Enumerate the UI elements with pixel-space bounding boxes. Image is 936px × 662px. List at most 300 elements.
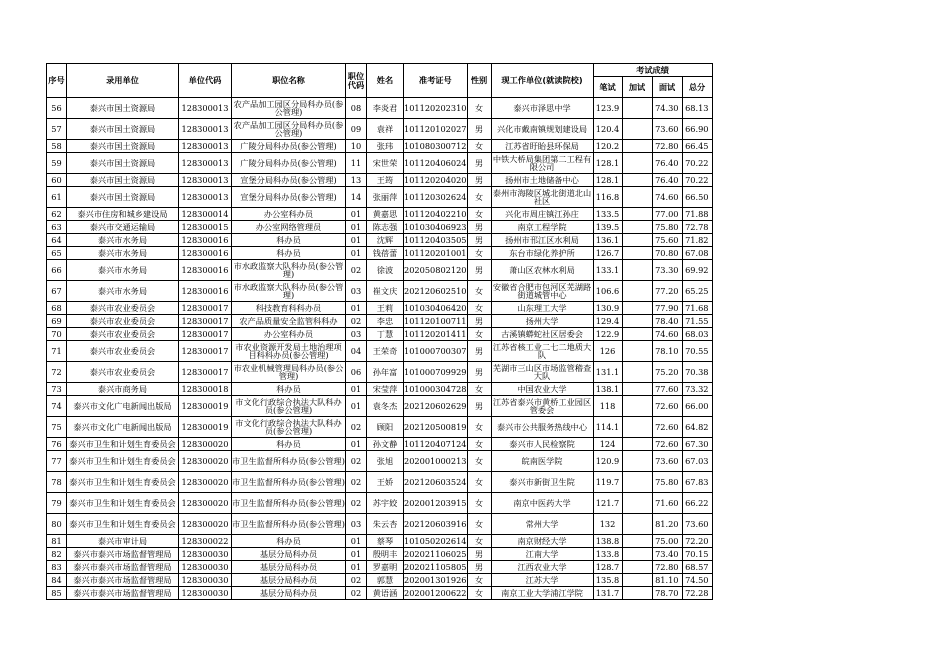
cell-total: 71.88 bbox=[682, 208, 712, 221]
cell-bonus bbox=[622, 247, 652, 260]
cell-name: 苏宇姣 bbox=[367, 493, 404, 514]
cell-interview: 72.60 bbox=[652, 417, 682, 438]
cell-name: 张旭 bbox=[367, 451, 404, 472]
cell-seq: 76 bbox=[47, 438, 67, 451]
cell-position: 广陵分局科办员(参公管理) bbox=[232, 140, 346, 153]
cell-interview: 78.70 bbox=[652, 587, 682, 600]
cell-unit-code: 128300013 bbox=[179, 174, 232, 187]
cell-workplace: 扬州大学 bbox=[491, 315, 593, 328]
cell-name: 孙文静 bbox=[367, 438, 404, 451]
cell-interview: 72.60 bbox=[652, 396, 682, 417]
cell-unit-code: 128300016 bbox=[179, 281, 232, 302]
cell-workplace: 江苏省盱眙县环保局 bbox=[491, 140, 593, 153]
cell-bonus bbox=[622, 208, 652, 221]
cell-seq: 79 bbox=[47, 493, 67, 514]
cell-unit: 泰兴市泰兴市场监督管理局 bbox=[67, 561, 179, 574]
cell-interview: 81.10 bbox=[652, 574, 682, 587]
cell-unit-code: 128300022 bbox=[179, 535, 232, 548]
cell-ticket: 202021105805 bbox=[404, 561, 467, 572]
cell-written: 123.9 bbox=[593, 98, 622, 119]
cell-unit-code: 128300020 bbox=[179, 472, 232, 493]
cell-name: 宋莹萍 bbox=[367, 383, 404, 396]
cell-total: 71.55 bbox=[682, 315, 712, 328]
cell-seq: 78 bbox=[47, 472, 67, 493]
cell-unit: 泰兴市泰兴市场监督管理局 bbox=[67, 548, 179, 561]
cell-position: 科办员 bbox=[232, 247, 346, 260]
cell-position: 市水政监察大队科办员(参公管理) bbox=[232, 281, 346, 302]
table-row bbox=[47, 472, 713, 493]
cell-bonus bbox=[622, 451, 652, 472]
table-row bbox=[47, 234, 713, 247]
cell-name: 顾阳 bbox=[367, 417, 404, 438]
cell-position: 科办员 bbox=[232, 383, 346, 396]
cell-name: 宋世荣 bbox=[367, 153, 404, 174]
cell-workplace: 泰兴市公共服务热线中心 bbox=[491, 417, 593, 438]
cell-bonus bbox=[622, 234, 652, 247]
cell-unit-code: 128300013 bbox=[179, 187, 232, 208]
cell-interview: 77.60 bbox=[652, 383, 682, 396]
cell-total: 66.22 bbox=[682, 493, 712, 514]
cell-bonus bbox=[622, 383, 652, 396]
cell-name: 袁祥 bbox=[367, 119, 404, 140]
cell-unit-code: 128300013 bbox=[179, 98, 232, 119]
cell-written: 120.4 bbox=[593, 119, 622, 140]
cell-position-code: 02 bbox=[346, 587, 367, 600]
cell-unit: 泰兴市水务局 bbox=[67, 281, 179, 302]
cell-total: 73.32 bbox=[682, 383, 712, 396]
cell-seq: 65 bbox=[47, 247, 67, 260]
header-seq: 序号 bbox=[47, 64, 67, 98]
cell-position-code: 01 bbox=[346, 396, 367, 417]
cell-bonus bbox=[622, 417, 652, 438]
cell-unit-code: 128300030 bbox=[179, 561, 232, 574]
cell-interview: 73.60 bbox=[652, 119, 682, 140]
cell-bonus bbox=[622, 514, 652, 535]
table-row bbox=[47, 153, 713, 174]
cell-position-code: 02 bbox=[346, 315, 367, 328]
cell-written: 129.4 bbox=[593, 315, 622, 328]
cell-gender: 女 bbox=[467, 302, 491, 315]
cell-position-code: 01 bbox=[346, 535, 367, 548]
cell-unit: 泰兴市农业委员会 bbox=[67, 328, 179, 341]
cell-written: 124 bbox=[593, 438, 622, 451]
cell-written: 138.1 bbox=[593, 383, 622, 396]
cell-ticket: 101030406420 bbox=[404, 302, 467, 313]
cell-interview: 72.80 bbox=[652, 561, 682, 574]
cell-bonus bbox=[622, 187, 652, 208]
cell-seq: 80 bbox=[47, 514, 67, 535]
cell-position-code: 06 bbox=[346, 362, 367, 383]
table-row bbox=[47, 362, 713, 383]
cell-workplace: 古溪镇蟒蛇社区居委会 bbox=[491, 328, 593, 341]
cell-bonus bbox=[622, 302, 652, 315]
header-name: 姓名 bbox=[367, 64, 404, 98]
table-row bbox=[47, 396, 713, 417]
cell-name: 黄语涵 bbox=[367, 587, 404, 600]
cell-total: 72.28 bbox=[682, 587, 712, 600]
cell-workplace: 江苏省核工业二七二地质大队 bbox=[492, 341, 592, 360]
cell-unit: 泰兴市审计局 bbox=[67, 535, 179, 548]
cell-name: 朱云杏 bbox=[367, 514, 404, 535]
cell-ticket: 101120406024 bbox=[404, 153, 468, 174]
cell-name: 郭慧 bbox=[367, 574, 404, 587]
table-row bbox=[47, 119, 713, 140]
cell-total: 65.25 bbox=[682, 281, 712, 302]
cell-unit: 泰兴市文化广电新闻出版局 bbox=[67, 417, 179, 438]
cell-bonus bbox=[622, 341, 652, 362]
cell-interview: 71.60 bbox=[652, 493, 682, 514]
cell-ticket: 101120201001 bbox=[404, 247, 467, 258]
cell-bonus bbox=[622, 119, 652, 140]
cell-bonus bbox=[622, 260, 652, 281]
cell-position: 市文化行政综合执法大队科办员(参公管理) bbox=[232, 417, 346, 438]
results-table bbox=[46, 63, 713, 600]
cell-ticket: 202120602629 bbox=[404, 396, 468, 417]
table-row bbox=[47, 561, 713, 574]
cell-gender: 男 bbox=[467, 548, 491, 561]
cell-position-code: 14 bbox=[346, 187, 367, 208]
cell-total: 70.15 bbox=[682, 548, 712, 561]
cell-interview: 78.10 bbox=[652, 341, 682, 362]
cell-written: 126.7 bbox=[593, 247, 622, 260]
cell-written: 133.5 bbox=[593, 208, 622, 221]
cell-position-code: 01 bbox=[346, 438, 367, 451]
cell-bonus bbox=[622, 561, 652, 574]
cell-workplace: 扬州市土地储备中心 bbox=[491, 174, 593, 187]
cell-position: 市农业机械管理局科办员(参公管理) bbox=[232, 362, 346, 383]
cell-gender: 男 bbox=[467, 341, 491, 362]
table-row bbox=[47, 574, 713, 587]
cell-total: 66.50 bbox=[682, 187, 712, 208]
table-row bbox=[47, 451, 713, 472]
cell-workplace: 江苏省泰兴市黄桥工业园区管委会 bbox=[492, 396, 592, 415]
header-bonus: 加试 bbox=[622, 77, 652, 98]
cell-workplace: 山东理工大学 bbox=[491, 302, 593, 315]
cell-total: 66.00 bbox=[682, 396, 712, 417]
cell-seq: 75 bbox=[47, 417, 67, 438]
cell-total: 71.68 bbox=[682, 302, 712, 315]
cell-interview: 74.60 bbox=[652, 328, 682, 341]
cell-unit: 泰兴市国土资源局 bbox=[67, 174, 179, 187]
cell-position-code: 09 bbox=[346, 119, 367, 140]
cell-bonus bbox=[622, 328, 652, 341]
header-unit-code: 单位代码 bbox=[179, 64, 232, 98]
table-row bbox=[47, 260, 713, 281]
cell-seq: 71 bbox=[47, 341, 67, 362]
table-row bbox=[47, 140, 713, 153]
cell-written: 128.1 bbox=[593, 153, 622, 174]
cell-total: 70.22 bbox=[682, 153, 712, 174]
cell-ticket: 101120402210 bbox=[404, 208, 467, 219]
cell-gender: 女 bbox=[467, 208, 491, 221]
table-row bbox=[47, 221, 713, 234]
cell-position: 农产品加工园区分局科办员(参公管理) bbox=[232, 98, 346, 119]
table-row bbox=[47, 535, 713, 548]
header-interview: 面试 bbox=[652, 77, 682, 98]
cell-total: 70.38 bbox=[682, 362, 712, 383]
cell-interview: 74.30 bbox=[652, 98, 682, 119]
cell-unit: 泰兴市国土资源局 bbox=[67, 187, 179, 208]
cell-ticket: 202120500819 bbox=[404, 417, 468, 438]
table-row bbox=[47, 383, 713, 396]
cell-ticket: 101120201411 bbox=[404, 328, 467, 339]
cell-ticket: 101120204020 bbox=[404, 174, 467, 185]
cell-gender: 女 bbox=[467, 98, 491, 119]
cell-ticket: 101120102027 bbox=[404, 119, 468, 140]
cell-unit: 泰兴市卫生和计划生育委员会 bbox=[67, 451, 179, 472]
cell-name: 蔡琴 bbox=[367, 535, 404, 548]
cell-total: 70.22 bbox=[682, 174, 712, 187]
cell-position: 科办员 bbox=[232, 234, 346, 247]
cell-ticket: 101120302624 bbox=[404, 187, 468, 208]
cell-unit: 泰兴市水务局 bbox=[67, 260, 179, 281]
cell-total: 67.83 bbox=[682, 472, 712, 493]
table-row bbox=[47, 514, 713, 535]
cell-bonus bbox=[622, 493, 652, 514]
cell-workplace: 南京工业大学浦江学院 bbox=[491, 587, 593, 600]
cell-seq: 83 bbox=[47, 561, 67, 574]
cell-unit-code: 128300017 bbox=[179, 341, 232, 362]
cell-position-code: 02 bbox=[346, 417, 367, 438]
cell-unit-code: 128300019 bbox=[179, 417, 232, 438]
cell-seq: 69 bbox=[47, 315, 67, 328]
cell-unit: 泰兴市泰兴市场监督管理局 bbox=[67, 574, 179, 587]
table-row bbox=[47, 417, 713, 438]
cell-bonus bbox=[622, 438, 652, 451]
cell-unit-code: 128300020 bbox=[179, 493, 232, 514]
cell-position-code: 01 bbox=[346, 548, 367, 561]
cell-unit-code: 128300017 bbox=[179, 328, 232, 341]
cell-gender: 女 bbox=[467, 328, 491, 341]
cell-interview: 81.20 bbox=[652, 514, 682, 535]
cell-workplace: 皖南医学院 bbox=[491, 451, 593, 472]
cell-seq: 62 bbox=[47, 208, 67, 221]
cell-total: 68.13 bbox=[682, 98, 712, 119]
cell-workplace: 南京财经大学 bbox=[491, 535, 593, 548]
cell-ticket: 202120603524 bbox=[404, 472, 468, 493]
cell-position: 市卫生监督所科办员(参公管理) bbox=[232, 514, 346, 535]
cell-gender: 男 bbox=[467, 234, 491, 247]
cell-unit-code: 128300014 bbox=[179, 208, 232, 221]
cell-unit-code: 128300017 bbox=[179, 302, 232, 315]
cell-position: 宣堡分局科办员(参公管理) bbox=[232, 174, 346, 187]
cell-total: 74.50 bbox=[682, 574, 712, 587]
cell-written: 120.9 bbox=[593, 451, 622, 472]
cell-gender: 女 bbox=[467, 472, 491, 493]
cell-ticket: 101120407124 bbox=[404, 438, 467, 449]
header-position-code: 职位代码 bbox=[346, 64, 367, 98]
cell-seq: 58 bbox=[47, 140, 67, 153]
cell-workplace: 兴化市周庄镇江孙庄 bbox=[491, 208, 593, 221]
cell-total: 72.78 bbox=[682, 221, 712, 234]
cell-position: 广陵分局科办员(参公管理) bbox=[232, 153, 346, 174]
cell-ticket: 202120602510 bbox=[404, 281, 468, 302]
cell-interview: 75.60 bbox=[652, 234, 682, 247]
cell-unit: 泰兴市国土资源局 bbox=[67, 98, 179, 119]
cell-total: 68.57 bbox=[682, 561, 712, 574]
cell-position: 市卫生监督所科办员(参公管理) bbox=[232, 451, 346, 472]
cell-workplace: 安徽省合肥市包河区芜湖路街道城管中心 bbox=[492, 281, 592, 300]
table-row bbox=[47, 341, 713, 362]
cell-total: 70.55 bbox=[682, 341, 712, 362]
cell-seq: 57 bbox=[47, 119, 67, 140]
cell-bonus bbox=[622, 472, 652, 493]
cell-unit: 泰兴市卫生和计划生育委员会 bbox=[67, 514, 179, 535]
cell-name: 罗嘉明 bbox=[367, 561, 404, 574]
cell-position-code: 03 bbox=[346, 328, 367, 341]
cell-total: 71.82 bbox=[682, 234, 712, 247]
table-row bbox=[47, 328, 713, 341]
cell-name: 丁慧 bbox=[367, 328, 404, 341]
cell-written: 136.1 bbox=[593, 234, 622, 247]
cell-name: 孙年富 bbox=[367, 362, 404, 383]
cell-written: 126 bbox=[593, 341, 622, 362]
cell-name: 张玮 bbox=[367, 140, 404, 153]
header-total: 总分 bbox=[682, 77, 712, 98]
cell-bonus bbox=[622, 153, 652, 174]
cell-written: 138.8 bbox=[593, 535, 622, 548]
cell-unit: 泰兴市卫生和计划生育委员会 bbox=[67, 472, 179, 493]
cell-unit: 泰兴市水务局 bbox=[67, 234, 179, 247]
cell-interview: 76.40 bbox=[652, 153, 682, 174]
cell-unit: 泰兴市农业委员会 bbox=[67, 341, 179, 362]
cell-total: 64.82 bbox=[682, 417, 712, 438]
cell-position: 农产品质量安全监管科科办 bbox=[232, 315, 346, 328]
cell-interview: 75.80 bbox=[652, 221, 682, 234]
cell-unit: 泰兴市住房和城乡建设局 bbox=[67, 208, 179, 221]
cell-unit-code: 128300013 bbox=[179, 119, 232, 140]
cell-unit-code: 128300016 bbox=[179, 234, 232, 247]
cell-position: 科办员 bbox=[232, 535, 346, 548]
cell-seq: 66 bbox=[47, 260, 67, 281]
cell-unit-code: 128300016 bbox=[179, 260, 232, 281]
cell-seq: 68 bbox=[47, 302, 67, 315]
cell-name: 袁冬杰 bbox=[367, 396, 404, 417]
cell-gender: 男 bbox=[467, 153, 491, 174]
cell-written: 130.9 bbox=[593, 302, 622, 315]
cell-position-code: 03 bbox=[346, 514, 367, 535]
cell-seq: 81 bbox=[47, 535, 67, 548]
cell-gender: 女 bbox=[467, 438, 491, 451]
cell-ticket: 202001000213 bbox=[404, 451, 468, 472]
cell-gender: 男 bbox=[467, 260, 491, 281]
cell-unit: 泰兴市文化广电新闻出版局 bbox=[67, 396, 179, 417]
cell-total: 67.08 bbox=[682, 247, 712, 260]
cell-position: 基层分局科办员 bbox=[232, 587, 346, 600]
cell-position-code: 02 bbox=[346, 493, 367, 514]
cell-position-code: 01 bbox=[346, 383, 367, 396]
cell-name: 李忠 bbox=[367, 315, 404, 328]
cell-position-code: 11 bbox=[346, 153, 367, 174]
cell-gender: 女 bbox=[467, 587, 491, 600]
cell-interview: 76.40 bbox=[652, 174, 682, 187]
cell-name: 陈志强 bbox=[367, 221, 404, 234]
cell-total: 67.03 bbox=[682, 451, 712, 472]
cell-workplace: 常州大学 bbox=[491, 514, 593, 535]
cell-seq: 64 bbox=[47, 234, 67, 247]
cell-interview: 72.60 bbox=[652, 438, 682, 451]
cell-bonus bbox=[622, 221, 652, 234]
cell-workplace: 泰州市海陵区城北街道北山社区 bbox=[492, 187, 592, 206]
cell-workplace: 扬州市邗江区水利局 bbox=[491, 234, 593, 247]
cell-written: 128.1 bbox=[593, 174, 622, 187]
cell-bonus bbox=[622, 535, 652, 548]
cell-unit: 泰兴市泰兴市场监督管理局 bbox=[67, 587, 179, 600]
cell-seq: 85 bbox=[47, 587, 67, 600]
cell-seq: 67 bbox=[47, 281, 67, 302]
cell-unit: 泰兴市国土资源局 bbox=[67, 140, 179, 153]
cell-position-code: 01 bbox=[346, 302, 367, 315]
cell-workplace: 芜湖市三山区市场监管稽查大队 bbox=[492, 362, 592, 381]
cell-gender: 男 bbox=[467, 174, 491, 187]
cell-gender: 男 bbox=[467, 119, 491, 140]
cell-seq: 77 bbox=[47, 451, 67, 472]
cell-workplace: 泰兴市泽思中学 bbox=[491, 98, 593, 119]
cell-position: 科技教育科科办员 bbox=[232, 302, 346, 315]
cell-written: 132 bbox=[593, 514, 622, 535]
cell-unit: 泰兴市农业委员会 bbox=[67, 315, 179, 328]
cell-ticket: 101120403505 bbox=[404, 234, 467, 245]
cell-unit: 泰兴市卫生和计划生育委员会 bbox=[67, 438, 179, 451]
cell-position: 办公室科办员 bbox=[232, 208, 346, 221]
table-row bbox=[47, 208, 713, 221]
cell-gender: 男 bbox=[467, 221, 491, 234]
header-written: 笔试 bbox=[593, 77, 622, 98]
cell-unit: 泰兴市国土资源局 bbox=[67, 153, 179, 174]
cell-name: 崔文庆 bbox=[367, 281, 404, 302]
header-position: 职位名称 bbox=[232, 64, 346, 98]
table-row bbox=[47, 302, 713, 315]
cell-ticket: 101050202614 bbox=[404, 535, 467, 546]
cell-position: 市文化行政综合执法大队科办员(参公管理) bbox=[232, 396, 346, 417]
cell-position: 办公室网络管理员 bbox=[232, 221, 346, 234]
cell-interview: 77.20 bbox=[652, 281, 682, 302]
cell-name: 王荣奇 bbox=[367, 341, 404, 362]
cell-name: 王筠 bbox=[367, 174, 404, 187]
cell-position-code: 08 bbox=[346, 98, 367, 119]
cell-seq: 84 bbox=[47, 574, 67, 587]
cell-bonus bbox=[622, 174, 652, 187]
header-unit: 录用单位 bbox=[67, 64, 179, 98]
cell-position-code: 02 bbox=[346, 260, 367, 281]
cell-written: 133.1 bbox=[593, 260, 622, 281]
cell-unit-code: 128300030 bbox=[179, 574, 232, 587]
cell-written: 119.7 bbox=[593, 472, 622, 493]
cell-unit-code: 128300013 bbox=[179, 140, 232, 153]
cell-written: 114.1 bbox=[593, 417, 622, 438]
cell-written: 135.8 bbox=[593, 574, 622, 587]
cell-unit-code: 128300030 bbox=[179, 587, 232, 600]
cell-unit-code: 128300013 bbox=[179, 153, 232, 174]
header-ticket: 准考证号 bbox=[404, 64, 468, 98]
cell-unit: 泰兴市卫生和计划生育委员会 bbox=[67, 493, 179, 514]
cell-name: 王莉 bbox=[367, 302, 404, 315]
cell-unit-code: 128300020 bbox=[179, 514, 232, 535]
cell-total: 66.45 bbox=[682, 140, 712, 153]
cell-bonus bbox=[622, 315, 652, 328]
cell-written: 139.5 bbox=[593, 221, 622, 234]
cell-gender: 女 bbox=[467, 535, 491, 548]
cell-position: 科办员 bbox=[232, 438, 346, 451]
cell-position: 办公室科办员 bbox=[232, 328, 346, 341]
cell-workplace: 萧山区农林水利局 bbox=[491, 260, 593, 281]
cell-interview: 70.80 bbox=[652, 247, 682, 260]
cell-name: 殷明丰 bbox=[367, 548, 404, 561]
cell-position-code: 04 bbox=[346, 341, 367, 362]
cell-total: 68.03 bbox=[682, 328, 712, 341]
cell-name: 徐波 bbox=[367, 260, 404, 281]
cell-ticket: 202050802120 bbox=[404, 260, 468, 281]
